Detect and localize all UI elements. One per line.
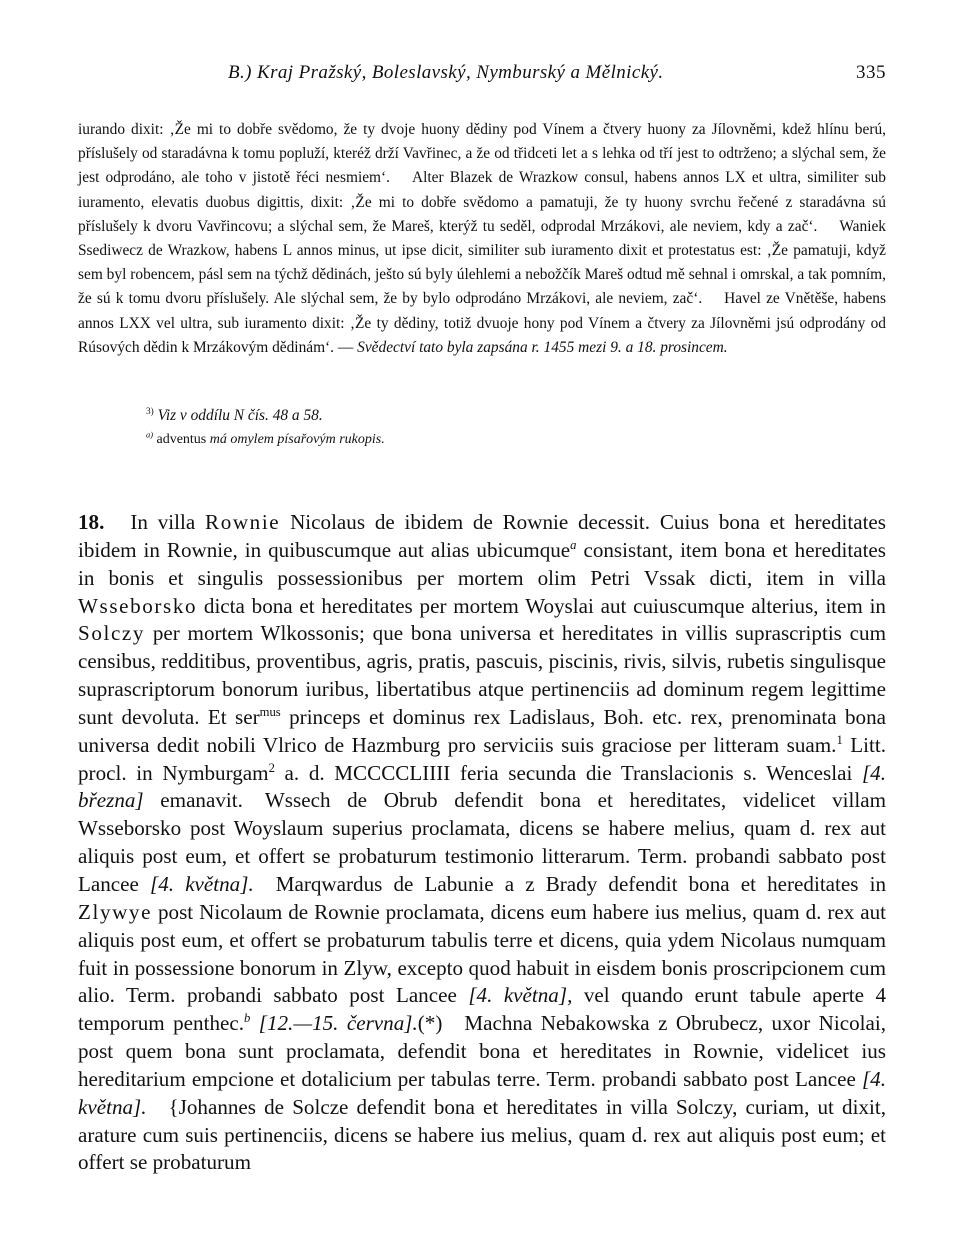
entry-text: consistant, item bona et hereditates in bonis et singulis possessionibus per mortem olim Petri Vssak dicti, item in villa <box>78 537 887 590</box>
place-name-solczy: Solczy <box>78 621 146 646</box>
date-annotation: [4. května], <box>468 983 573 1008</box>
entry-paragraph <box>78 509 886 1177</box>
entry-text: {Johannes de Solcze defendit bona et hereditates in villa Solczy, curiam, ut dixit, arature cum suis pertinenciis, dicens se habere ius melius, quam d. rex aut aliquis post eum; et offert se probaturum <box>78 1094 886 1175</box>
testimony-text <box>78 118 886 360</box>
entry-text: princeps et dominus rex Ladislaus, Boh. etc. rex, prenominata bona universa dedit nobili Vlrico de Hazmburg pro serviciis suis graciose per litteram suam. <box>78 704 887 757</box>
footnote-ref: 1 <box>836 732 843 747</box>
entry-text: Nicolaus de ibidem de Rownie decessit. Cuius bona et hereditates ibidem in Rownie, in quibuscumque aut alias ubicumque <box>78 510 887 562</box>
place-name-rownie: Rownie <box>205 510 281 534</box>
record-date-note: Svědectví tato byla zapsána r. 1455 mezi 9. a 18. prosincem. <box>357 338 728 356</box>
testimony-paragraph <box>78 118 886 360</box>
asterisk-note: (*) <box>417 1011 443 1036</box>
place-name-zlywye: Zlywye <box>78 899 153 924</box>
footnote-text: má omylem písařovým rukopis. <box>209 432 385 447</box>
footnotes <box>146 404 886 452</box>
entry-text: a. d. MCCCCLIIII feria secunda die Translacionis s. Wenceslai <box>284 760 853 785</box>
testimony-segment-1: iurando dixit: ‚Že mi to dobře svědomo, že ty dvoje huony dědiny pod Vínem a čtvery huony za Jílovněmi, kdež hlínu berú, příslušely od staradávna k tomu popluží, kteréž drží Vavřinec, a že od třidceti let a s lehka od tří jest to odtrženo; a slýchal sem, že jest odprodáno, ale toho v jistotě řéci nesmiem‘. <box>78 121 886 187</box>
testimony-segment-2: Alter Blazek de Wrazkow consul, habens annos LX et ultra, similiter sub iuramento, elevatis duobus digittis, dixit: ‚Že mi to dobře svědomo a pamatuji, že ty huony svrchu řečené z staradávna sú příslušely k dvoru Vavřincovu; a slýchal sem, že Mareš, kterýž tu seděl, odprodal Mrzákovi, ale neviem, kdy a zač‘. <box>78 169 886 235</box>
date-annotation: [4. května]. <box>150 871 254 896</box>
date-annotation: [4. května]. <box>78 1066 886 1119</box>
entry-text: Wssech de Obrub defendit bona et hereditates, videlicet villam Wsseborsko post Woyslaum superius proclamata, dicens se habere melius, quam d. rex aut aliquis post eum, et offert se probaturum testimonio litterarum. Term. probandi sabbato post Lancee <box>78 788 886 896</box>
testimony-segment-3: Waniek Ssediwecz de Wrazkow, habens L annos minus, ut ipse dicit, similiter sub iuramento dixit et protestatus est: ‚Že pamatuji, když sem byl robencem, pásl sem na týchž dědinách, ješto sú byly úlehlemi a nebožčík Mareš odtud mě sehnal i omrskal, a tak pomním, že sú k tomu dvoru příslušely. Ale slýchal sem, že by bylo odprodáno Mrzákovi, ale neviem, zač‘. <box>78 217 886 308</box>
footnote-ref: b <box>244 1011 251 1026</box>
footnote-text: Viz v oddílu N čís. 48 a 58. <box>157 407 323 424</box>
testimony-segment-4: Havel ze Vnětěše, habens annos LXX vel ultra, sub iuramento dixit: ‚Že ty dědiny, totiž dvuoje hony pod Vínem a čtvery za Jílovněmi jsú odprodány od Rúsových dědin k Mrzákovým dědinám‘. — <box>78 290 886 356</box>
footnote-ref: a <box>570 537 577 552</box>
running-title: B.) Kraj Pražský, Boleslavský, Nymburský a Mělnický. <box>228 62 664 83</box>
abbrev-superscript: mus <box>259 704 281 719</box>
footnote-marker: a) <box>146 430 153 440</box>
entry-text: Marqwardus de Labunie a z Brady defendit bona et hereditates in <box>275 871 887 896</box>
entry-text: dicta bona et hereditates per mortem Woyslai aut cuiuscumque alterius, item in <box>203 593 886 618</box>
page-number: 335 <box>856 62 886 83</box>
entry-number: 18. <box>78 510 105 534</box>
document-page <box>78 0 886 1237</box>
footnote-ref: 2 <box>268 760 275 775</box>
date-annotation: [4. března] <box>78 760 886 813</box>
date-annotation: [12.—15. června]. <box>258 1011 418 1036</box>
entry-text: Litt. procl. in Nymburgam <box>78 732 886 785</box>
entry-text: In villa <box>130 510 196 534</box>
place-name-wsseborsko: Wsseborsko <box>78 593 198 618</box>
footnote-marker: 3) <box>146 405 154 416</box>
entry-text: emanavit. <box>160 788 243 813</box>
running-header <box>78 62 886 90</box>
main-entry <box>78 509 886 1177</box>
footnote-word: adventus <box>156 432 207 447</box>
entry-text: vel quando erunt tabule aperte 4 temporum penthec. <box>78 983 887 1036</box>
entry-text: per mortem Wlkossonis; que bona universa et hereditates in villis suprascriptis cum censibus, redditibus, proventibus, agris, pratis, pascuis, piscinis, rivis, silvis, rubetis singulisque suprascriptorum bonorum iuribus, libertatibus atque pertinenciis ad dominum regem legittime sunt devoluta. Et ser <box>78 621 886 729</box>
footnote-a <box>146 428 886 452</box>
footnote-3 <box>146 404 886 428</box>
entry-text: Machna Nebakowska z Obrubecz, uxor Nicolai, post quem bona sunt proclamata, defendit bona et hereditates in Rownie, videlicet ius hereditarium empcione et dotalicium per tabulas terre. Term. probandi sabbato post Lancee <box>78 1011 886 1091</box>
entry-text: post Nicolaum de Rownie proclamata, dicens eum habere ius melius, quam d. rex aut aliquis post eum, et offert se probaturum tabulis terre et dicens, quia ydem Nicolaus numquam fuit in possessione bonorum in Zlyw, excepto quod habuit in eisdem bonis proscripcionem cum alio. Term. probandi sabbato post Lancee <box>78 899 886 1008</box>
